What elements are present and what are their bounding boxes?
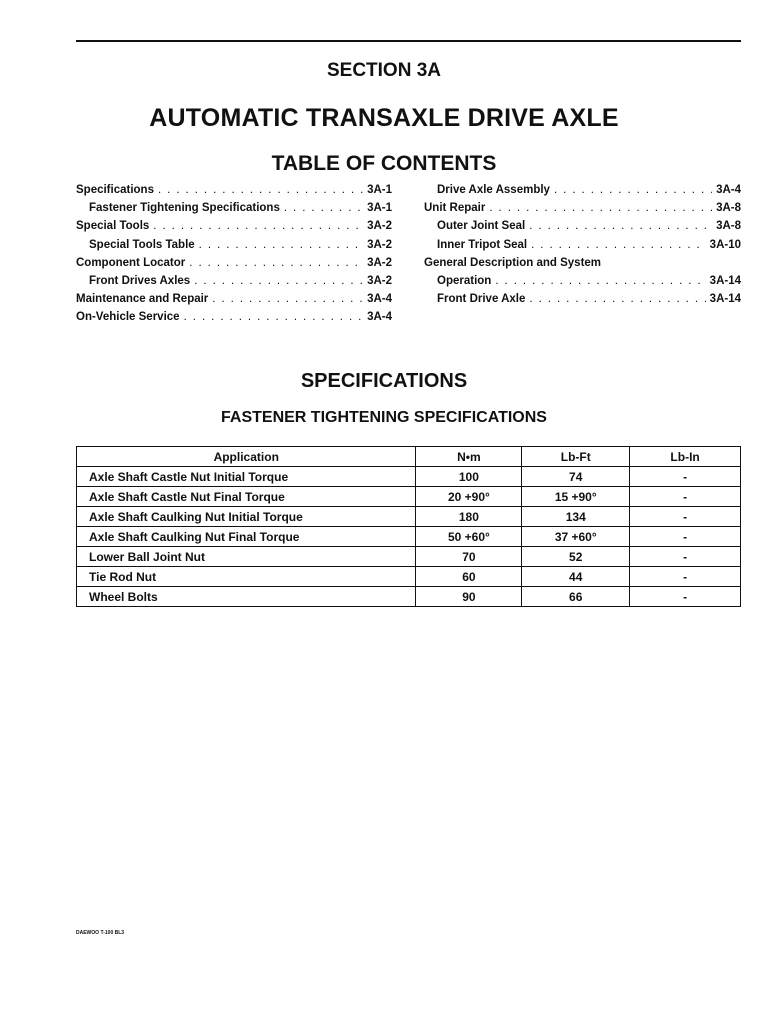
footer-label: DAEWOO T-100 BL3 — [76, 930, 125, 936]
table-row — [77, 487, 741, 507]
table-row — [77, 567, 741, 587]
cell-application: Axle Shaft Castle Nut Final Torque — [77, 487, 416, 507]
toc-entry-title: General Description and System — [424, 256, 602, 269]
fastener-specs-table — [76, 446, 741, 607]
fastener-specs-heading: FASTENER TIGHTENING SPECIFICATIONS — [221, 409, 547, 426]
toc-leader-dots — [489, 202, 712, 214]
toc-entry-page: 3A-14 — [709, 274, 741, 287]
section-label: SECTION 3A — [326, 60, 442, 81]
cell-nm: 60 — [416, 567, 522, 587]
toc-leader-dots — [495, 275, 705, 287]
table-row — [77, 527, 741, 547]
toc-right-column — [424, 184, 741, 311]
toc-entry-title: Unit Repair — [424, 202, 486, 215]
toc-leader-dots — [284, 202, 363, 214]
toc-entry-page: 3A-2 — [367, 238, 392, 251]
toc-leader-dots — [189, 257, 363, 269]
cell-lbft: 74 — [522, 467, 630, 487]
toc-entry-page: 3A-2 — [367, 256, 392, 269]
toc-entry-title: Specifications — [76, 184, 154, 196]
top-rule — [76, 40, 741, 42]
toc-leader-dots — [212, 293, 363, 305]
toc-entry-page: 3A-1 — [367, 202, 392, 215]
toc-entry-page: 3A-2 — [367, 274, 392, 287]
cell-lbin: - — [630, 567, 741, 587]
cell-nm: 20 +90° — [416, 487, 522, 507]
toc-entry-page: 3A-8 — [716, 220, 741, 233]
toc-entry[interactable] — [424, 293, 741, 311]
cell-lbin: - — [630, 587, 741, 607]
toc-entry[interactable] — [76, 239, 392, 257]
toc-entry-page: 3A-1 — [367, 184, 392, 196]
cell-lbft: 66 — [522, 587, 630, 607]
toc-entry-page: 3A-4 — [367, 293, 392, 306]
toc-leader-dots — [184, 311, 364, 323]
toc-entry-title: Special Tools — [76, 220, 150, 233]
toc-entry[interactable] — [424, 275, 741, 293]
toc-entry-title: On-Vehicle Service — [76, 311, 180, 324]
toc-entry-title: Operation — [437, 274, 492, 287]
cell-lbin: - — [630, 507, 741, 527]
toc-entry-title: Drive Axle Assembly — [437, 184, 550, 196]
toc-entry-title: Front Drives Axles — [89, 274, 191, 287]
toc-entry-page: 3A-4 — [716, 184, 741, 196]
toc-entry[interactable] — [76, 275, 392, 293]
toc-entry[interactable] — [76, 220, 392, 238]
cell-nm: 100 — [416, 467, 522, 487]
toc-entry-page: 3A-2 — [367, 220, 392, 233]
toc-entry-title: Special Tools Table — [89, 238, 195, 251]
toc-entry[interactable] — [424, 239, 741, 257]
column-header-lbft: Lb-Ft — [522, 447, 630, 467]
cell-lbft: 44 — [522, 567, 630, 587]
toc-entry[interactable] — [76, 311, 392, 329]
toc-leader-dots — [554, 184, 712, 196]
toc-leader-dots — [531, 239, 706, 251]
cell-lbin: - — [630, 467, 741, 487]
toc-entry[interactable] — [76, 184, 392, 202]
column-header-application: Application — [77, 447, 416, 467]
toc-entry[interactable] — [76, 293, 392, 311]
cell-nm: 70 — [416, 547, 522, 567]
table-row — [77, 587, 741, 607]
cell-nm: 180 — [416, 507, 522, 527]
cell-lbft: 134 — [522, 507, 630, 527]
toc-leader-dots — [194, 275, 363, 287]
cell-application: Tie Rod Nut — [77, 567, 416, 587]
table-row — [77, 507, 741, 527]
toc-entry-page: 3A-10 — [709, 238, 741, 251]
cell-lbin: - — [630, 527, 741, 547]
cell-application: Axle Shaft Caulking Nut Final Torque — [77, 527, 416, 547]
column-header-lbin: Lb-In — [630, 447, 741, 467]
toc-left-column — [76, 184, 392, 330]
page-title: AUTOMATIC TRANSAXLE DRIVE AXLE — [149, 104, 619, 132]
table-header-row — [77, 447, 741, 467]
toc-leader-dots — [153, 220, 363, 232]
cell-application: Wheel Bolts — [77, 587, 416, 607]
table-row — [77, 467, 741, 487]
toc-entry-page: 3A-8 — [716, 202, 741, 215]
cell-nm: 90 — [416, 587, 522, 607]
cell-lbin: - — [630, 487, 741, 507]
toc-title: TABLE OF CONTENTS — [271, 152, 497, 175]
toc-entry[interactable] — [76, 257, 392, 275]
toc-entry[interactable] — [76, 202, 392, 220]
cell-lbin: - — [630, 547, 741, 567]
toc-entry[interactable] — [424, 220, 741, 238]
toc-entry[interactable] — [424, 257, 741, 275]
toc-entry-title: Maintenance and Repair — [76, 293, 209, 306]
table-row — [77, 547, 741, 567]
column-header-nm: N•m — [416, 447, 522, 467]
cell-lbft: 15 +90° — [522, 487, 630, 507]
toc-entry-title: Front Drive Axle — [437, 293, 526, 306]
cell-lbft: 37 +60° — [522, 527, 630, 547]
toc-entry-page: 3A-4 — [367, 311, 392, 324]
cell-application: Lower Ball Joint Nut — [77, 547, 416, 567]
cell-application: Axle Shaft Castle Nut Initial Torque — [77, 467, 416, 487]
toc-entry-page: 3A-14 — [709, 293, 741, 306]
toc-entry[interactable] — [424, 184, 741, 202]
toc-entry-title: Component Locator — [76, 256, 186, 269]
toc-entry-title: Fastener Tightening Specifications — [89, 202, 280, 215]
cell-lbft: 52 — [522, 547, 630, 567]
toc-entry[interactable] — [424, 202, 741, 220]
toc-entry-title: Inner Tripot Seal — [437, 238, 528, 251]
cell-nm: 50 +60° — [416, 527, 522, 547]
toc-leader-dots — [199, 239, 363, 251]
cell-application: Axle Shaft Caulking Nut Initial Torque — [77, 507, 416, 527]
toc-leader-dots — [529, 220, 712, 232]
toc-entry-title: Outer Joint Seal — [437, 220, 526, 233]
toc-leader-dots — [529, 293, 705, 305]
toc-leader-dots — [158, 184, 363, 196]
specifications-heading: SPECIFICATIONS — [300, 370, 468, 392]
